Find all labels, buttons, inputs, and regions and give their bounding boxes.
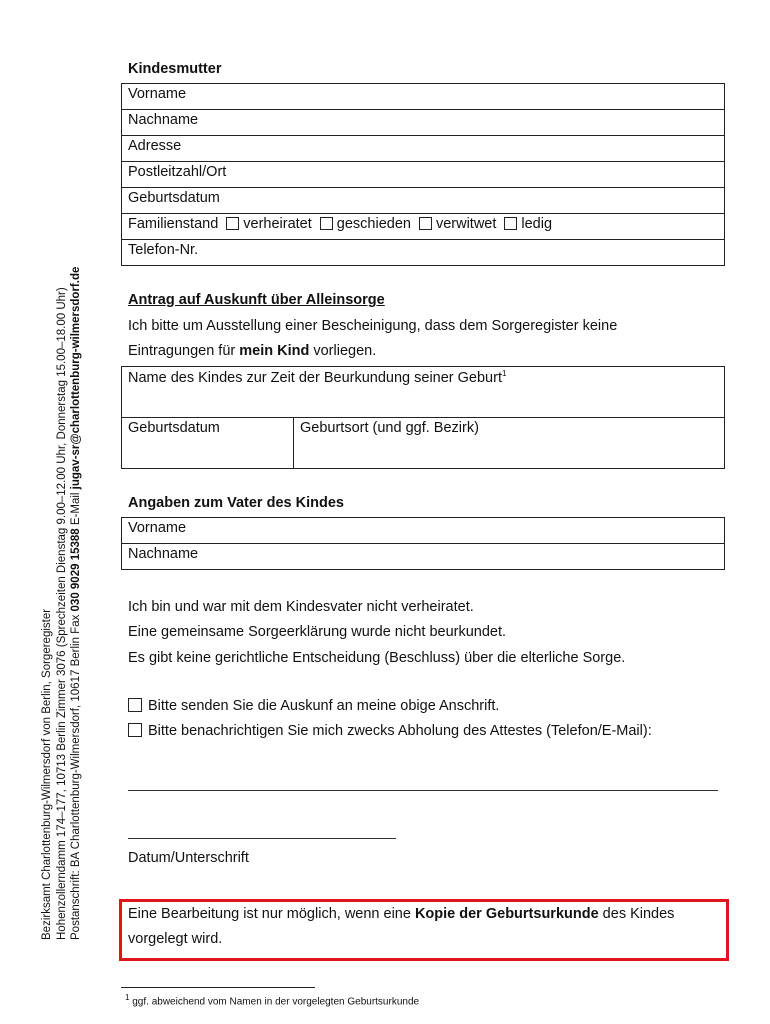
sidebar-line-address: Hohenzollerndamm 174–177, 10713 Berlin Zimmer 3076 (Sprechzeiten Dienstag 9.00–12.00 Uhr, Donnerstag 15.00–18.00 Uhr) — [55, 287, 68, 940]
statement-not-married: Ich bin und war mit dem Kindesvater nicht verheiratet. — [128, 599, 474, 615]
footnote-text: ggf. abweichend vom Namen in der vorgelegten Geburtsurkunde — [132, 996, 420, 1008]
child-birthdate-field[interactable]: Geburtsdatum — [122, 418, 294, 469]
signature-line[interactable] — [128, 838, 396, 839]
sidebar-fax: 030 9029 15388 — [70, 528, 82, 612]
divorced-label: geschieden — [336, 216, 411, 232]
send-label: Bitte senden Sie die Auskunf an meine obige Anschrift. — [148, 698, 500, 714]
notify-checkbox[interactable] — [128, 723, 142, 737]
mother-family-status-row — [122, 214, 725, 240]
widowed-label: verwitwet — [435, 216, 497, 232]
notify-label: Bitte benachrichtigen Sie mich zwecks Abholung des Attestes (Telefon/E-Mail): — [148, 723, 652, 739]
footnote — [125, 993, 419, 1007]
footnote-mark: 1 — [125, 993, 130, 1002]
notify-option — [128, 723, 652, 739]
sidebar-postal-prefix: Postanschrift: BA Charlottenburg-Wilmersdorf, 10617 Berlin Fax — [70, 611, 82, 940]
sidebar-line-office: Bezirksamt Charlottenburg-Wilmersdorf von Berlin, Sorgeregister — [41, 608, 53, 940]
sidebar-email: jugav-sr@charlottenburg-wilmersdorf.de — [70, 266, 82, 490]
notice-line2: vorgelegt wird. — [128, 931, 223, 947]
single-label: ledig — [521, 216, 553, 232]
father-firstname-field[interactable]: Vorname — [122, 518, 725, 544]
mother-address-field[interactable]: Adresse — [122, 136, 725, 162]
send-option — [128, 698, 499, 714]
mother-firstname-field[interactable]: Vorname — [122, 84, 725, 110]
child-birthplace-field[interactable]: Geburtsort (und ggf. Bezirk) — [294, 418, 725, 469]
mother-table — [121, 83, 725, 266]
notice-suffix: des Kindes — [598, 906, 675, 922]
mother-phone-field[interactable]: Telefon-Nr. — [122, 240, 725, 266]
request-text-line2 — [128, 343, 376, 359]
statement-no-declaration: Eine gemeinsame Sorgeerklärung wurde nicht beurkundet. — [128, 624, 507, 640]
request-line2-suffix: vorliegen. — [309, 343, 377, 359]
statement-no-court-decision: Es gibt keine gerichtliche Entscheidung (Beschluss) über die elterliche Sorge. — [128, 650, 626, 666]
mother-birthdate-field[interactable]: Geburtsdatum — [122, 188, 725, 214]
child-name-label: Name des Kindes zur Zeit der Beurkundung seiner Geburt — [128, 369, 502, 386]
widowed-checkbox[interactable] — [419, 217, 432, 230]
married-label: verheiratet — [243, 216, 312, 232]
request-heading: Antrag auf Auskunft über Alleinsorge — [128, 292, 385, 308]
send-checkbox[interactable] — [128, 698, 142, 712]
sidebar-address — [40, 200, 84, 940]
signature-label: Datum/Unterschrift — [128, 850, 249, 866]
father-table — [121, 517, 725, 570]
mother-lastname-field[interactable]: Nachname — [122, 110, 725, 136]
divorced-checkbox[interactable] — [320, 217, 333, 230]
child-name-field[interactable] — [122, 367, 725, 418]
father-heading: Angaben zum Vater des Kindes — [128, 495, 344, 511]
sidebar-email-label: E-Mail — [70, 489, 82, 529]
notice-bold: Kopie der Geburtsurkunde — [414, 906, 599, 922]
married-checkbox[interactable] — [226, 217, 239, 230]
contact-entry-line[interactable] — [128, 790, 718, 791]
mother-zip-city-field[interactable]: Postleitzahl/Ort — [122, 162, 725, 188]
sidebar-line-postal — [69, 200, 84, 940]
single-checkbox[interactable] — [504, 217, 517, 230]
request-text-line1: Ich bitte um Ausstellung einer Bescheinigung, dass dem Sorgeregister keine — [128, 318, 618, 334]
child-table — [121, 366, 725, 469]
child-name-footnote-mark: 1 — [501, 369, 507, 378]
notice-line1 — [128, 906, 674, 922]
mother-heading: Kindesmutter — [128, 61, 222, 77]
notice-prefix: Eine Bearbeitung ist nur möglich, wenn eine — [128, 906, 415, 922]
request-line2-bold: mein Kind — [239, 343, 310, 359]
family-status-label: Familienstand — [128, 216, 219, 232]
footnote-divider — [121, 987, 315, 988]
father-lastname-field[interactable]: Nachname — [122, 544, 725, 570]
request-line2-prefix: Eintragungen für — [128, 343, 240, 359]
